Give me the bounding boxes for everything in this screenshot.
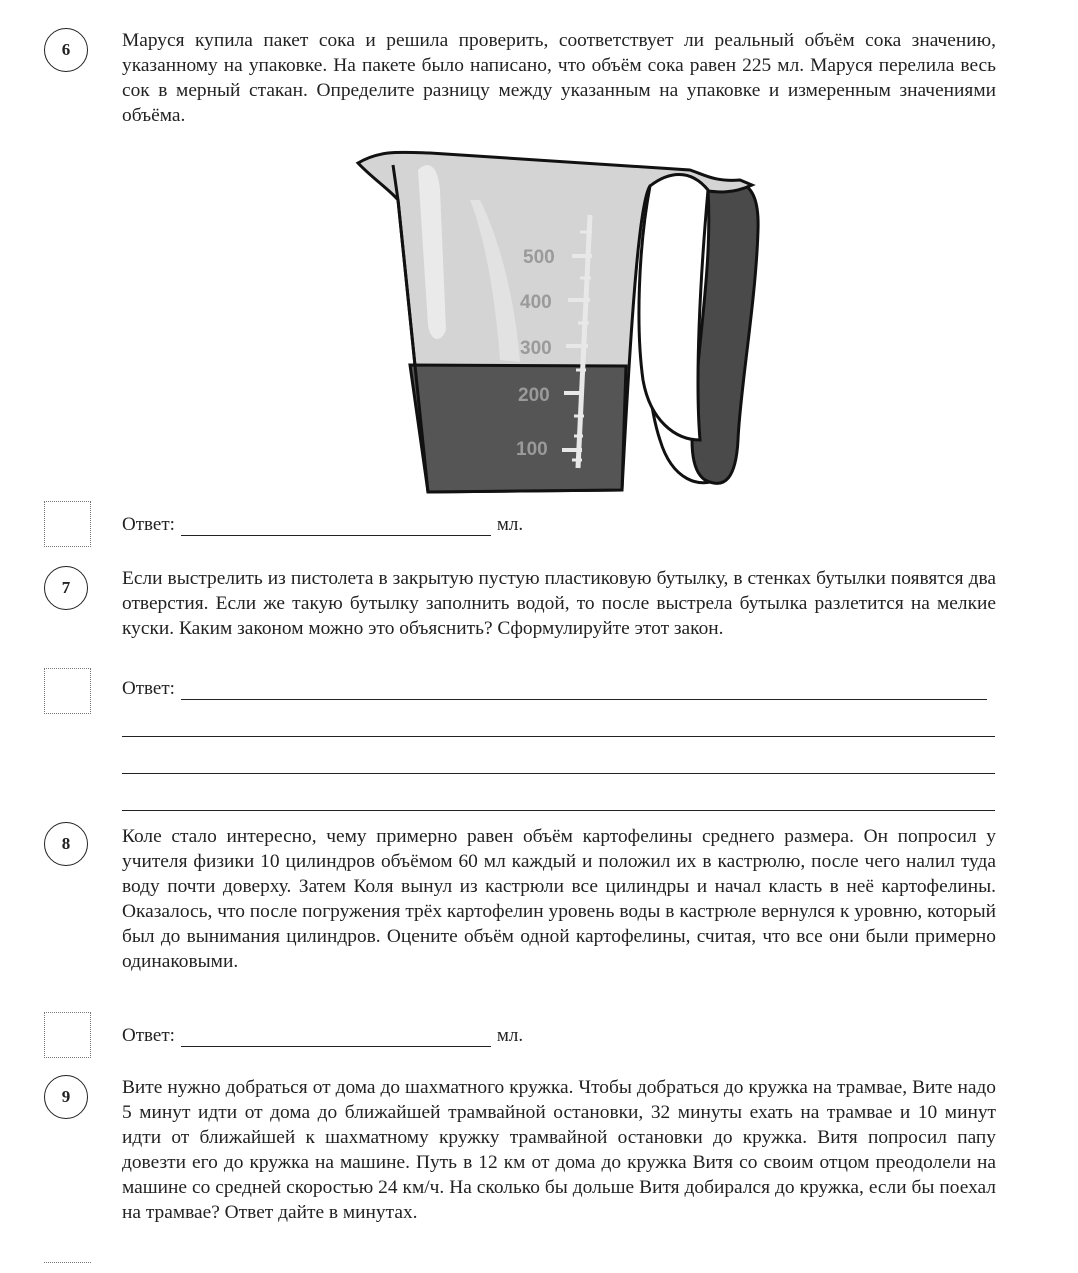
answer-field-7-line-1[interactable] — [181, 679, 987, 700]
question-number-9: 9 — [44, 1075, 88, 1119]
question-9-text: Вите нужно добраться от дома до шахматного кружка. Чтобы добраться до кружка на трамвае, Вите надо 5 минут идти от дома до ближайшей трамвайной остановки, 32 минуты ехать на трамвае и 10 минут идти от ближайшей к шахматному кружку трамвайной остановки до кружка. Витя попросил папу довезти его до кружка на машине. Путь в 12 км от дома до кружка Витя со своим отцом преодолели на машине со средней скоростью 24 км/ч. На сколько бы дольше Витя добирался до кружка, если бы поехал на трамвае? Ответ дайте в минутах. — [122, 1077, 996, 1223]
answer-label: Ответ: — [122, 1025, 175, 1046]
answer-field-6[interactable] — [181, 515, 491, 536]
question-6-text: Маруся купила пакет сока и решила проверить, соответствует ли реальный объём сока значению, указанному на упаковке. На пакете было написано, что объём сока равен 225 мл. Маруся перелила весь сок в мерный стакан. Определите разницу между указанным на упаковке и измеренным значениями объёма. — [122, 30, 996, 126]
question-8-text: Коле стало интересно, чему примерно равен объём картофелины среднего размера. Он попросил у учителя физики 10 цилиндров объёмом 60 мл каждый и положил их в кастрюлю, после чего налил туда воду почти доверху. Затем Коля вынул из кастрюли все цилиндры и начал класть в неё картофелины. Оказалось, что после погружения трёх картофелин уровень воды в кастрюле вернулся к уровню, который был до вынимания цилиндров. Оцените объём одной картофелины, считая, что все они были примерно одинаковыми. — [122, 826, 996, 972]
question-number-7: 7 — [44, 566, 88, 610]
answer-box-7[interactable] — [44, 668, 91, 714]
scale-label-200: 200 — [518, 385, 550, 406]
scale-label-400: 400 — [520, 292, 552, 313]
answer-box-9[interactable] — [44, 1262, 91, 1273]
answer-label: Ответ: — [122, 678, 175, 699]
scale-label-300: 300 — [520, 338, 552, 359]
question-7-text: Если выстрелить из пистолета в закрытую пустую пластиковую бутылку, в стенках бутылки появятся два отверстия. Если же такую бутылку заполнить водой, то после выстрела бутылка разлетится на мелкие куски. Каким законом можно это объяснить? Сформулируйте этот закон. — [122, 568, 996, 639]
answer-field-7-line-4[interactable] — [122, 810, 995, 811]
answer-field-7-line-3[interactable] — [122, 773, 995, 774]
answer-field-8[interactable] — [181, 1026, 491, 1047]
answer-row-8 — [122, 1023, 523, 1047]
answer-row-7 — [122, 676, 987, 700]
unit-label: мл. — [496, 1025, 524, 1046]
answer-field-7-line-2[interactable] — [122, 736, 995, 737]
measuring-cup-illustration — [350, 148, 770, 498]
question-number-6: 6 — [44, 28, 88, 72]
scale-label-500: 500 — [523, 247, 555, 268]
scale-label-100: 100 — [516, 439, 548, 460]
answer-label: Ответ: — [122, 514, 175, 535]
unit-label: мл. — [496, 514, 524, 535]
answer-row-6 — [122, 512, 523, 536]
answer-box-6[interactable] — [44, 501, 91, 547]
answer-box-8[interactable] — [44, 1012, 91, 1058]
question-number-8: 8 — [44, 822, 88, 866]
